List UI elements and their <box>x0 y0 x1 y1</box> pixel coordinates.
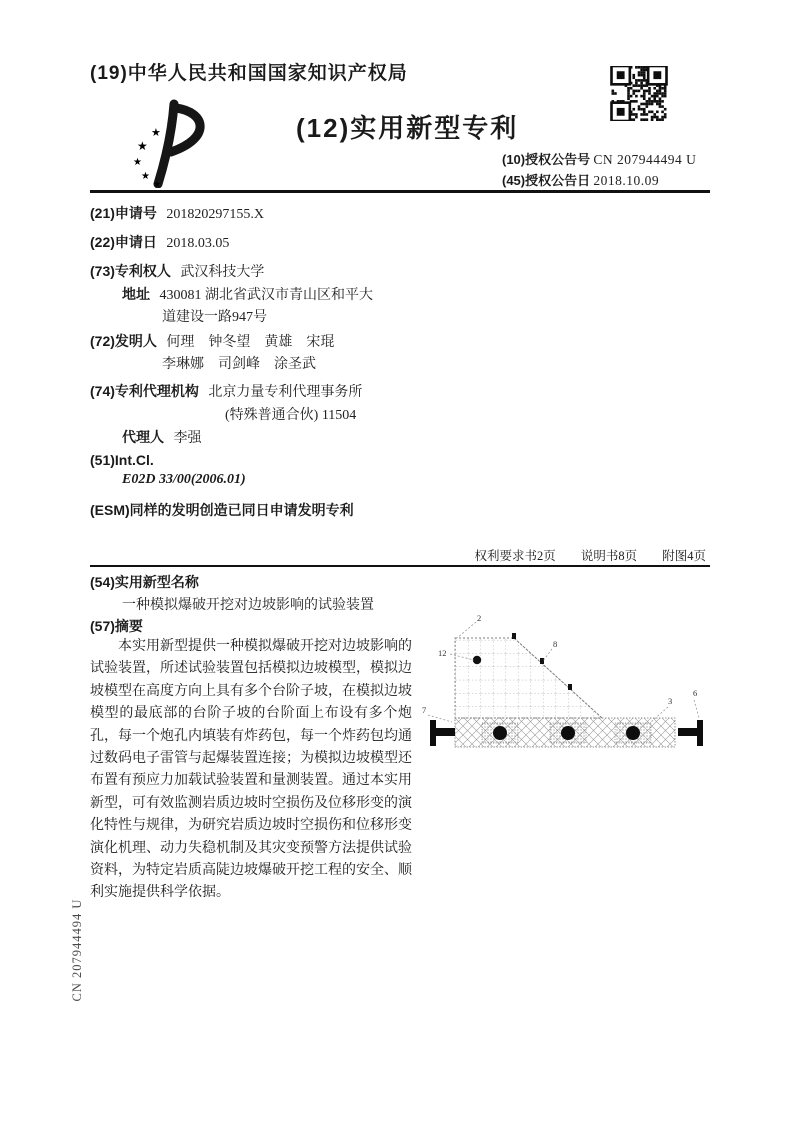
application-date-value: 2018.03.05 <box>166 236 230 251</box>
cnipa-logo-icon <box>124 96 216 188</box>
sensor-dot <box>473 656 481 664</box>
address-label: 地址 <box>122 286 150 302</box>
description-pages: 说明书8页 <box>580 549 638 563</box>
publication-number-value: CN 207944494 U <box>593 152 697 167</box>
inventors-line1: 何理 钟冬望 黄雄 宋琨 <box>166 335 335 350</box>
inventors-label: (72)发明人 <box>90 333 157 349</box>
slope-model-figure <box>418 600 710 760</box>
figure-label-base: 3 <box>668 696 673 706</box>
agency-row <box>90 381 362 401</box>
agency-label: (74)专利代理机构 <box>90 383 199 399</box>
header-divider <box>90 190 710 193</box>
application-number-value: 201820297155.X <box>166 207 265 222</box>
agency-name: 北京力量专利代理事务所 <box>208 385 363 400</box>
figure-label-model: 2 <box>477 613 482 623</box>
slope-monitor-point <box>512 633 516 639</box>
utility-model-name: 一种模拟爆破开挖对边坡影响的试验装置 <box>122 598 374 613</box>
address-row <box>122 284 373 304</box>
inventors-line2: 李琳娜 司剑峰 涂圣武 <box>162 357 316 372</box>
patentee-label: (73)专利权人 <box>90 263 171 279</box>
blast-hole <box>561 726 575 740</box>
agent-name: 李强 <box>173 431 202 446</box>
figure-label-sensor: 12 <box>438 648 447 658</box>
publication-number-line <box>502 149 696 168</box>
side-publication-code: CN 207944494 U <box>70 898 84 1002</box>
blast-hole <box>626 726 640 740</box>
abstract-label: (57)摘要 <box>90 618 143 634</box>
figure-label-right-support: 6 <box>693 688 698 698</box>
utility-model-name-label: (54)实用新型名称 <box>90 574 199 590</box>
section-divider <box>90 565 710 567</box>
patentee-value: 武汉科技大学 <box>180 265 265 280</box>
figure-label-slope-points: 8 <box>553 639 558 649</box>
document-type-title: (12)实用新型专利 <box>296 113 519 143</box>
intcl-value: E02D 33/00(2006.01) <box>122 472 246 487</box>
address-value-line2: 道建设一路947号 <box>162 310 267 325</box>
svg-text:★: ★ <box>153 179 162 188</box>
application-date-row <box>90 232 229 252</box>
slope-monitor-point <box>540 658 544 664</box>
qr-code-icon <box>610 66 668 121</box>
agent-row <box>122 427 202 447</box>
publication-date-line <box>502 170 659 189</box>
publication-date-value: 2018.10.09 <box>593 173 660 188</box>
issuing-office: (19)中华人民共和国国家知识产权局 <box>90 63 408 84</box>
svg-text:★: ★ <box>151 127 161 139</box>
svg-text:★: ★ <box>133 157 142 168</box>
claims-pages: 权利要求书2页 <box>474 549 556 563</box>
agent-label: 代理人 <box>122 429 164 445</box>
figures-pages: 附图4页 <box>662 549 706 563</box>
inventors-row <box>90 331 334 351</box>
publication-date-label: (45)授权公告日 <box>502 173 591 188</box>
slope-model-grid-block <box>455 638 602 718</box>
esm-note: (ESM)同样的发明创造已同日申请发明专利 <box>90 502 354 518</box>
right-jack-icon <box>678 720 703 746</box>
svg-text:★: ★ <box>137 139 148 153</box>
abstract-text: 本实用新型提供一种模拟爆破开挖对边坡影响的试验装置，所述试验装置包括模拟边坡模型，模拟边坡模型在高度方向上具有多个台阶子坡，在模拟边坡模型的最底部的台阶子坡的台阶面上布设有多个炮孔，每一个炮孔内填装有炸药包，每一个炸药包均通过数码电子雷管与起爆装置连接；为模拟边坡模型还布置有预应力加载试验装置和量测装置。通过本实用新型，可有效监测岩质边坡时空损伤及位移形变的演化特性与规律，为研究岩质边坡时空损伤和位移形变演化机理、动力失稳机制及其灾变预警方法提供试验资料，为特定岩质高陡边坡爆破开挖工程的安全、顺利实施提供科学依据。 <box>90 639 412 901</box>
agency-line2: (特殊普通合伙) 11504 <box>225 408 357 423</box>
intcl-label: (51)Int.Cl. <box>90 452 154 468</box>
publication-number-label: (10)授权公告号 <box>502 152 591 167</box>
slope-monitor-point <box>568 684 572 690</box>
application-number-label: (21)申请号 <box>90 205 157 221</box>
figure-label-left-support: 7 <box>422 705 427 715</box>
address-value-line1: 430081 湖北省武汉市青山区和平大 <box>159 288 373 303</box>
application-date-label: (22)申请日 <box>90 234 157 250</box>
left-jack-icon <box>430 720 455 746</box>
blast-hole <box>493 726 507 740</box>
patentee-row <box>90 261 264 281</box>
svg-text:★: ★ <box>141 171 150 182</box>
application-number-row <box>90 203 264 223</box>
pages-info <box>400 546 706 564</box>
